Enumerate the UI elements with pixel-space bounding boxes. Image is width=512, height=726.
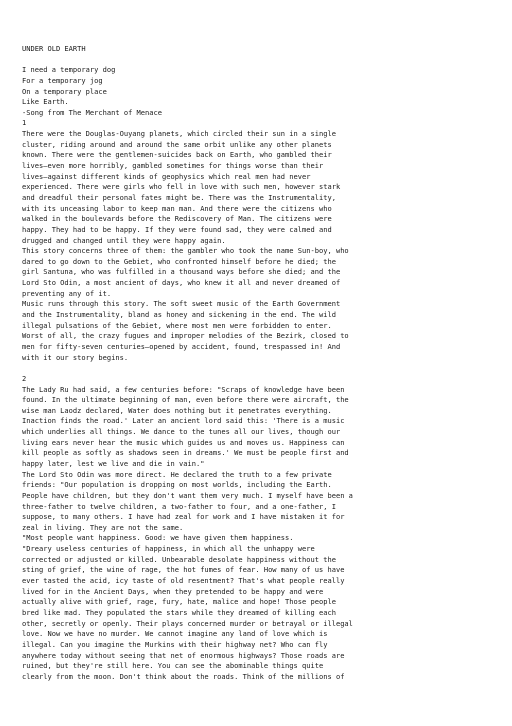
text-line: People have children, but they don't want them very much. I myself have been a [22, 490, 353, 500]
text-line: with it our story begins. [22, 352, 129, 362]
text-line: anywhere today without seeing that net of enormous highways? Those roads are [22, 650, 345, 660]
text-line: Music runs through this story. The soft sweet music of the Earth Government [22, 299, 341, 309]
text-line: girl Santuna, who was fulfilled in a thousand ways before she died; and the [22, 267, 341, 277]
text-line: "Dreary useless centuries of happiness, in which all the unhappy were [22, 544, 315, 554]
text-line: lived for in the Ancient Days, when they pretended to be happy and were [22, 586, 324, 596]
text-line: wise man Laodz declared, Water does nothing but it penetrates everything. [22, 405, 332, 415]
text-line: other, secretly or openly. Their plays concerned murder or betrayal or illegal [22, 618, 353, 628]
epigraph-attribution: -Song from The Merchant of Menace [22, 107, 163, 117]
text-line: illegal pulsations of the Gebiet, where most men were forbidden to enter. [22, 320, 332, 330]
text-line: found. In the ultimate beginning of man, even before there were aircraft, the [22, 395, 349, 405]
epigraph-line: I need a temporary dog [22, 65, 116, 75]
text-line: which underlies all things. We dance to the tunes all our lives, though our [22, 427, 341, 437]
text-line: clearly from the moon. Don't think about the roads. Think of the millions of [22, 671, 345, 681]
text-line: drugged and changed until they were happy again. [22, 235, 226, 245]
text-line: lives—even more horribly, gambled sometimes for things worse than their [22, 161, 324, 171]
spacer [22, 363, 502, 374]
text-line: There were the Douglas-Ouyang planets, which circled their sun in a single [22, 129, 336, 139]
epigraph-line: For a temporary jog [22, 75, 103, 85]
section-number: 2 [22, 373, 27, 383]
text-line: with its unceasing labor to keep man man. And there were the citizens who [22, 203, 332, 213]
section-number: 1 [22, 118, 27, 128]
text-line: lives—against different kinds of geophysics which real men had never [22, 171, 311, 181]
text-line: experienced. There were girls who fell in love with such men, however stark [22, 182, 341, 192]
text-line: Inaction finds the road.' Later an ancient lord said this: 'There is a music [22, 416, 345, 426]
text-line: bred like mad. They populated the stars while they dreamed of killing each [22, 607, 336, 617]
text-line: This story concerns three of them: the gambler who took the name Sun-boy, who [22, 246, 349, 256]
text-line: and the Instrumentality, bland as honey and sickening in the end. The wild [22, 310, 336, 320]
text-line: happy later, lest we live and die in vain." [22, 458, 205, 468]
text-line: corrected or adjusted or killed. Unbearable desolate happiness without the [22, 554, 336, 564]
text-line: walked in the boulevards before the Rediscovery of Man. The citizens were [22, 214, 332, 224]
epigraph [22, 65, 502, 118]
text-line: actually alive with grief, rage, fury, hate, malice and hope! Those people [22, 597, 336, 607]
text-line: illegal. Can you imagine the Murkins with their highway net? Who can fly [22, 639, 328, 649]
text-line: kill people as softly as shadows seen in dreams.' We must be people first and [22, 448, 349, 458]
document-body [22, 44, 502, 682]
text-line: happy. They had to be happy. If they were found sad, they were calmed and [22, 224, 332, 234]
section-2-text [22, 385, 502, 683]
text-line: and dreadful their personal fates might be. There was the Instrumentality, [22, 192, 336, 202]
spacer [22, 55, 502, 66]
text-line: suppose, to many others. I have had zeal for work and I have mistaken it for [22, 512, 345, 522]
text-line: dared to go down to the Gebiet, who confronted himself before he died; the [22, 256, 336, 266]
text-line: sting of grief, the wine of rage, the hot fumes of fear. How many of us have [22, 565, 345, 575]
text-line: three-father to twelve children, a two-father to four, and a one-father, I [22, 501, 336, 511]
text-line: ruined, but they're still here. You can see the abominable things quite [22, 661, 324, 671]
text-line: zeal in living. They are not the same. [22, 522, 184, 532]
text-line: living ears never hear the music which guides us and moves us. Happiness can [22, 437, 345, 447]
epigraph-line: On a temporary place [22, 86, 107, 96]
document-title: UNDER OLD EARTH [22, 44, 86, 53]
section-1-text [22, 129, 502, 363]
text-line: The Lady Ru had said, a few centuries before: "Scraps of knowledge have been [22, 384, 345, 394]
text-line: ever tasted the acid, icy taste of old resentment? That's what people really [22, 576, 345, 586]
text-line: The Lord Sto Odin was more direct. He declared the truth to a few private [22, 469, 332, 479]
text-line: "Most people want happiness. Good: we have given them happiness. [22, 533, 294, 543]
text-line: friends: "Our population is dropping on most worlds, including the Earth. [22, 480, 332, 490]
epigraph-line: Like Earth. [22, 97, 69, 107]
text-line: Lord Sto Odin, a most ancient of days, who knew it all and never dreamed of [22, 278, 341, 288]
text-line: preventing any of it. [22, 288, 112, 298]
text-line: love. Now we have no murder. We cannot imagine any land of love which is [22, 629, 328, 639]
text-line: cluster, riding around and around the same orbit unlike any other planets [22, 139, 332, 149]
text-line: known. There were the gentlemen-suicides back on Earth, who gambled their [22, 150, 332, 160]
text-line: Worst of all, the crazy fugues and improper melodies of the Bezirk, closed to [22, 331, 349, 341]
text-line: men for fifty-seven centuries—opened by accident, found, trespassed in! And [22, 341, 341, 351]
